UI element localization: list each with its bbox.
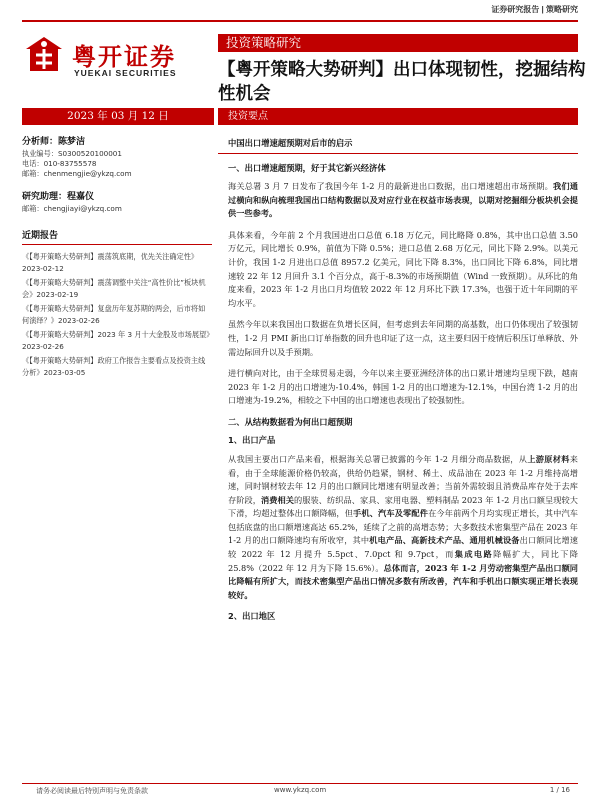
company-logo bbox=[22, 33, 212, 83]
top-bar bbox=[0, 0, 600, 22]
logo-en-text: YUEKAI SECURITIES bbox=[74, 68, 177, 78]
recent-report-link[interactable]: 《【粤开策略大势研判】复盘历年复苏期的两会，后市将如何演绎？》2023-02-26 bbox=[22, 304, 206, 325]
recent-report-link[interactable]: 《【粤开策略大势研判】政府工作报告主要看点及投资主线分析》2023-03-05 bbox=[22, 356, 206, 377]
page-number: 1 / 16 bbox=[549, 786, 570, 794]
subheading-1: 一、出口增速超预期，好于其它新兴经济体 bbox=[228, 163, 386, 173]
report-title: 【粤开策略大势研判】出口体现韧性，挖掘结构性机会 bbox=[218, 60, 586, 104]
paragraph-2: 具体来看，今年前 2 个月我国进出口总值 6.18 万亿元，同比略降 0.8%，其中出口总值 3.50 万亿元，同比增长 0.9%，前值为下降 0.5%；进口总值 2.68 万亿元，同比下降 2.9%。以美元计价，我国 1-2 月进出口总值 8957.2 亿美元，同比下降 8.3%，出口同比下降 6.8%，同比增速较 22 年 12 月回升 3.1 个百分点，高于-8.3%的市场预期值（Wind 一致预期）。从环比的角度来看，2023 年 1-2 月出口月均值较 2022 年 12 月环比下跌 17.3%，也强于近十年同期的平均水平。 bbox=[228, 229, 578, 308]
assistant-name: 研究助理：程嘉仪 bbox=[22, 192, 95, 202]
logo-emblem-icon bbox=[22, 35, 66, 77]
report-date: 2023 年 03 月 12 日 bbox=[22, 108, 214, 125]
recent-report-link[interactable]: 《【粤开策略大势研判】2023 年 3 月十大金股及市场展望》2023-02-26 bbox=[22, 330, 210, 351]
paragraph-3: 虽然今年以来我国出口数据在负增长区间，但考虑到去年同期的高基数，出口仍体现出了较强韧性，1-2 月 PMI 新出口订单指数的回升也印证了这一点，这主要归因于疫情后积压订单释放、外需边际回升以及手预期。 bbox=[228, 319, 578, 357]
numbered-heading-2: 2、出口地区 bbox=[228, 611, 276, 622]
footer-disclaimer: 请务必阅读最后特别声明与免责条款 bbox=[36, 787, 148, 795]
analyst-name: 分析师：陈梦洁 bbox=[22, 137, 86, 147]
main-content bbox=[218, 134, 578, 629]
numbered-heading-1: 1、出口产品 bbox=[228, 434, 276, 445]
recent-report-link[interactable]: 《【粤开策略大势研判】震荡调整中关注“高性价比”板块机会》2023-02-19 bbox=[22, 278, 206, 299]
analyst-email: 邮箱：chenmengjie@ykzq.com bbox=[22, 169, 132, 178]
recent-report-link[interactable]: 《【粤开策略大势研判】震荡筑底期，优先关注确定性》2023-02-12 bbox=[22, 252, 199, 273]
paragraph-5: 从我国主要出口产品来看，根据海关总署已披露的今年 1-2 月细分商品数据，从上游原材料来看，由于全球能源价格仍较高，供给仍趋紧，钢材、稀土、成品油在 2023 年 1-2 月维持高增速，同时钢材较去年 12 月的出口额同比增速有明显改善；当前外需较弱且消费品库存处于去库存阶段，消费相关的服装、纺织品、家具、家用电器、塑料制品 2023 年 1-2 月出口额呈现较大下滑，均超过整体出口额降幅，但手机、汽车及零配件在今年前两个月均实现正增长，其中汽车包括底盘的出口额增速高达 65.2%，延续了之前的高增态势；大多数技术密集型产品在 2023 年 1-2 月的出口额降速均有所收窄，其中机电产品、高新技术产品、通用机械设备出口额同比增速较 2022 年 12 月提升 5.5pct、7.0pct 和 9.7pct，而集成电路降幅扩大，同比下降 25.8%（2022 年 12 月为下降 15.6%）。总体而言，2023 年 1-2 月劳动密集型产品出口额同比降幅有所扩大，而技术密集型产品出口情况多数有所改善，汽车和手机出口额实现正增长表现较好。 bbox=[228, 453, 578, 600]
section-heading: 中国出口增速超预期对后市的启示 bbox=[218, 134, 578, 154]
paragraph-4: 进行横向对比，由于全球贸易走弱，今年以来主要亚洲经济体的出口累计增速均呈现下跌，越南 2023 年 1-2 月的出口增速为-10.4%，韩国 1-2 月的出口增速为-12.1%，中国台湾 1-2 月的出口增速为-19.2%，相较之下中国的出口增速也表现出了较强韧性。 bbox=[228, 368, 578, 406]
key-points-label: 投资要点 bbox=[218, 108, 578, 125]
logo-cn-text: 粤开证券 bbox=[72, 43, 176, 71]
report-type-tag: 证券研究报告 | 策略研究 bbox=[491, 5, 578, 14]
top-divider bbox=[22, 20, 578, 22]
subheading-2: 二、从结构数据看为何出口超预期 bbox=[228, 416, 353, 427]
page-footer bbox=[22, 783, 578, 800]
analyst-id: 执业编号：S0300520100001 bbox=[22, 149, 122, 158]
analyst-phone: 电话：010-83755578 bbox=[22, 159, 97, 168]
recent-reports-heading: 近期报告 bbox=[22, 228, 212, 245]
assistant-email: 邮箱：chengjiayi@ykzq.com bbox=[22, 204, 122, 213]
paragraph-1: 海关总署 3 月 7 日发布了我国今年 1-2 月的最新进出口数据，出口增速超出市场预期。我们通过横向和纵向梳理我国出口结构数据以及对应行业在权益市场表现，以期对挖掘细分板块机会提供一些参考。 bbox=[228, 181, 578, 219]
report-category-banner: 投资策略研究 bbox=[218, 34, 578, 52]
footer-website[interactable]: www.ykzq.com bbox=[274, 786, 327, 794]
sidebar bbox=[22, 134, 212, 381]
